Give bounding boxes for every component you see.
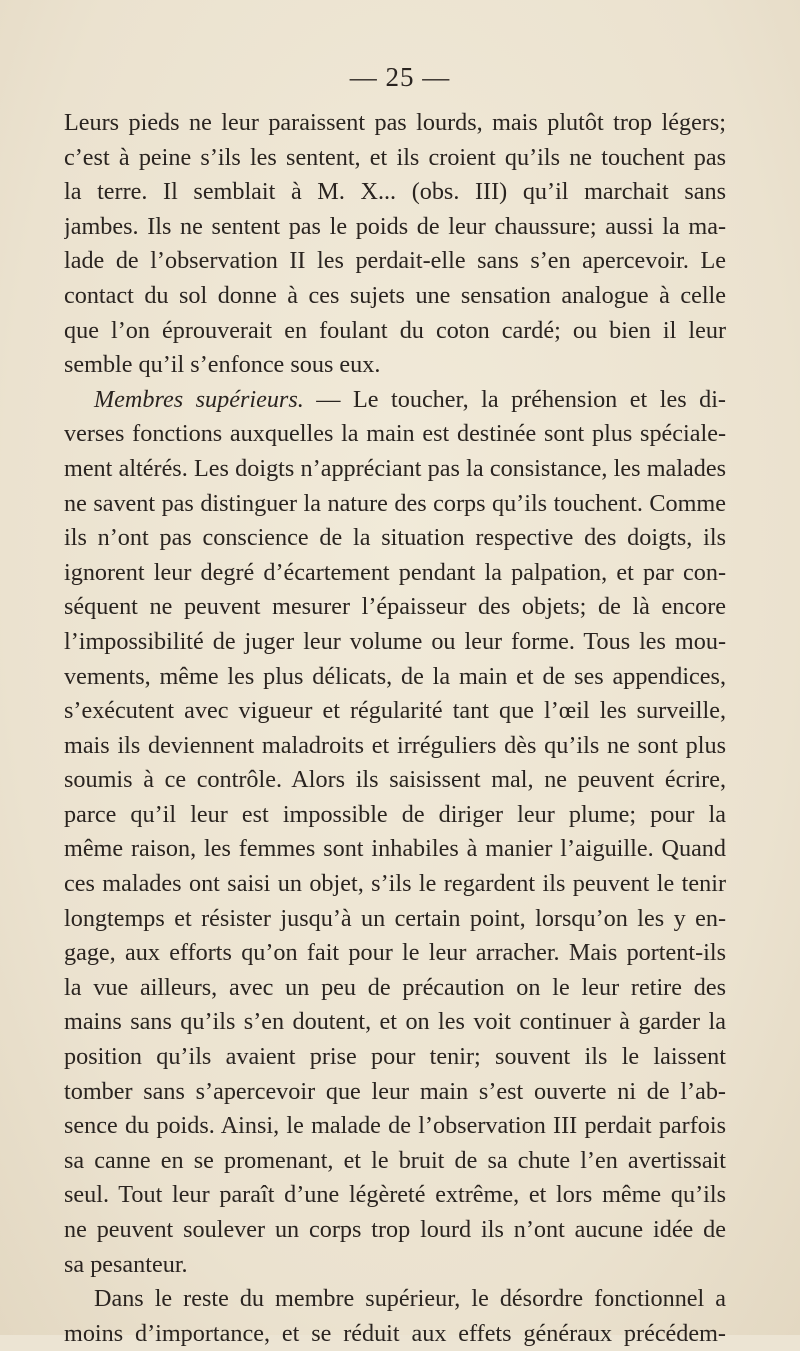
- body-text: [64, 106, 726, 1351]
- line-text: séquent ne peuvent mesurer l’épaisseur des objets; de là encore: [64, 593, 726, 621]
- line-text: lade de l’observation II les perdait-elle sans s’en apercevoir. Le: [64, 247, 726, 275]
- text-line: [64, 1109, 726, 1144]
- line-text: mains sans qu’ils s’en doutent, et on les voit continuer à garder la: [64, 1008, 726, 1036]
- text-line: [64, 936, 726, 971]
- text-line: [64, 1213, 726, 1248]
- text-line: [64, 798, 726, 833]
- line-text: sence du poids. Ainsi, le malade de l’observation III perdait parfois: [64, 1112, 726, 1140]
- section-heading: Membres supérieurs.: [94, 385, 304, 413]
- line-text: verses fonctions auxquelles la main est destinée sont plus spéciale-: [64, 420, 726, 448]
- text-line: [64, 729, 726, 764]
- line-text: soumis à ce contrôle. Alors ils saisissent mal, ne peuvent écrire,: [64, 766, 726, 794]
- text-line: [64, 556, 726, 591]
- text-line: [64, 106, 726, 141]
- line-text: Dans le reste du membre supérieur, le désordre fonctionnel a: [94, 1285, 726, 1313]
- text-line: [64, 763, 726, 798]
- line-text: Leurs pieds ne leur paraissent pas lourds, mais plutôt trop légers;: [64, 109, 726, 136]
- text-line: [64, 1178, 726, 1213]
- text-line: [64, 1075, 726, 1110]
- line-text: vements, même les plus délicats, de la main et de ses appendices,: [64, 662, 726, 690]
- line-text: ces malades ont saisi un objet, s’ils le regardent ils peuvent le tenir: [64, 870, 726, 898]
- line-text: longtemps et résister jusqu’à un certain point, lorsqu’on les y en-: [64, 904, 726, 932]
- text-line: [64, 487, 726, 522]
- text-line: [64, 867, 726, 902]
- text-line: [64, 244, 726, 279]
- line-text: que l’on éprouverait en foulant du coton cardé; ou bien il leur: [64, 316, 726, 344]
- line-text: sa canne en se promenant, et le bruit de sa chute l’en avertissait: [64, 1146, 726, 1174]
- text-line: [64, 1248, 726, 1283]
- text-line: [64, 210, 726, 245]
- page-number: — 25 —: [349, 62, 451, 92]
- text-line: [64, 625, 726, 660]
- line-text: position qu’ils avaient prise pour tenir; souvent ils le laissent: [64, 1043, 726, 1071]
- text-line: [64, 1040, 726, 1075]
- line-text: ne peuvent soulever un corps trop lourd ils n’ont aucune idée de: [64, 1216, 726, 1243]
- line-text: l’impossibilité de juger leur volume ou leur forme. Tous les mou-: [64, 627, 726, 655]
- line-text: s’exécutent avec vigueur et régularité tant que l’œil les surveille,: [64, 697, 726, 725]
- text-line: [64, 348, 726, 383]
- line-text: ne savent pas distinguer la nature des corps qu’ils touchent. Comme: [64, 489, 726, 517]
- line-text: contact du sol donne à ces sujets une sensation analogue à celle: [64, 281, 726, 309]
- line-text: la vue ailleurs, avec un peu de précaution on le leur retire des: [64, 973, 726, 1001]
- text-line: [64, 452, 726, 487]
- text-line: [64, 417, 726, 452]
- text-line: [64, 383, 726, 418]
- line-text: — Le toucher, la préhension et les di-: [303, 385, 726, 413]
- line-text: ignorent leur degré d’écartement pendant la palpation, et par con-: [64, 558, 726, 586]
- text-line: [64, 590, 726, 625]
- text-line: [64, 314, 726, 349]
- line-text: c’est à peine s’ils les sentent, et ils croient qu’ils ne touchent pas: [64, 143, 726, 171]
- text-line: [64, 279, 726, 314]
- text-line: [64, 971, 726, 1006]
- text-line: [64, 1317, 726, 1351]
- text-line: [64, 694, 726, 729]
- line-text: parce qu’il leur est impossible de diriger leur plume; pour la: [64, 800, 726, 828]
- line-text: jambes. Ils ne sentent pas le poids de leur chaussure; aussi la ma-: [64, 212, 726, 240]
- line-text: gage, aux efforts qu’on fait pour le leur arracher. Mais portent-ils: [64, 939, 726, 967]
- text-line: [64, 832, 726, 867]
- line-text: ment altérés. Les doigts n’appréciant pas la consistance, les malades: [64, 454, 726, 482]
- line-text: mais ils deviennent maladroits et irréguliers dès qu’ils ne sont plus: [64, 731, 726, 759]
- line-text: semble qu’il s’enfonce sous eux.: [64, 351, 381, 379]
- line-text: tomber sans s’apercevoir que leur main s’est ouverte ni de l’ab-: [64, 1077, 726, 1105]
- line-text: moins d’importance, et se réduit aux effets généraux précédem-: [64, 1319, 726, 1347]
- text-line: [64, 1005, 726, 1040]
- text-line: [64, 175, 726, 210]
- text-line: [64, 521, 726, 556]
- text-line: [64, 660, 726, 695]
- text-line: [64, 1144, 726, 1179]
- line-text: ils n’ont pas conscience de la situation respective des doigts, ils: [64, 524, 726, 552]
- line-text: sa pesanteur.: [64, 1250, 188, 1278]
- line-text: même raison, les femmes sont inhabiles à manier l’aiguille. Quand: [64, 835, 726, 863]
- text-line: [64, 902, 726, 937]
- line-text: la terre. Il semblait à M. X... (obs. III) qu’il marchait sans: [64, 178, 726, 206]
- text-line: [64, 1282, 726, 1317]
- line-text: seul. Tout leur paraît d’une légèreté extrême, et lors même qu’ils: [64, 1181, 726, 1209]
- text-line: [64, 141, 726, 176]
